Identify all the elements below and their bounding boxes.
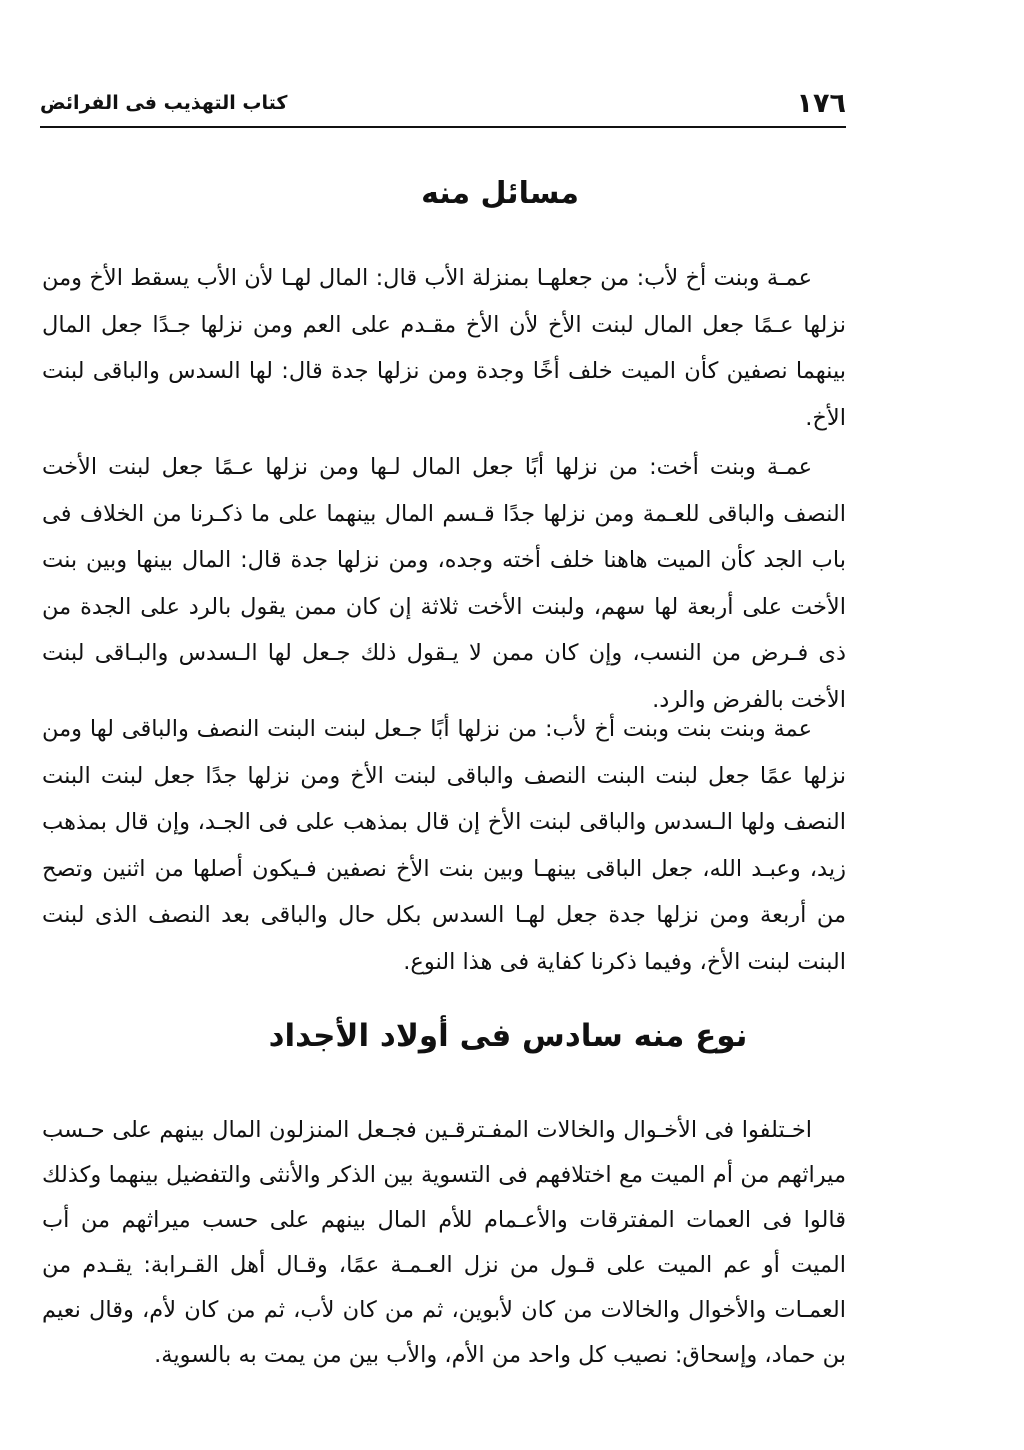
paragraph-2: عمـة وبنت أخت: من نزلها أبًا جعل المال لـها ومن نزلها عـمًا جعل لبنت الأخت النصف والباقى للعـمة ومن نزلها جدًا قـسم المال بينهما على ما ذكـرنا من الخلاف فى باب الجد كأن الميت هاهنا خلف أخته وجده، ومن نزلها جدة قال: المال بينها وبين بنت الأخت على أربعة لها سهم، ولبنت الأخت ثلاثة إن كان ممن يقول بالرد على الجدة من ذى فـرض من النسب، وإن كان ممن لا يـقول ذلك جـعل لها الـسدس والبـاقى لبنت الأخت بالفرض والرد. <box>42 454 846 713</box>
page-number: ١٧٦ <box>796 88 846 119</box>
paragraph-1: عمـة وبنت أخ لأب: من جعلهـا بمنزلة الأب قال: المال لهـا لأن الأب يسقط الأخ ومن نزلها عـمًا جعل المال لبنت الأخ لأن الأخ مقـدم على العم ومن نزلها جـدًا جعل المال بينهما نصفين كأن الميت خلف أخًا وجدة ومن نزلها جدة قال: لها السدس والباقى لبنت الأخ. <box>42 265 846 431</box>
section-heading-masail: مسائل منه <box>421 176 579 211</box>
running-header <box>40 86 846 128</box>
running-title: كتاب التهذيب فى الفرائض <box>40 92 288 114</box>
section-heading-awlad-al-ajdad: نوع منه سادس فى أولاد الأجداد <box>268 1018 748 1054</box>
paragraph-4: اخـتلفوا فى الأخـوال والخالات المفـترقـين فجـعل المنزلون المال بينهم على حـسب ميراثهم من أم الميت مع اختلافهم فى التسوية بين الذكر والأنثى والتفضيل بينهما وكذلك قالوا فى العمات المفترقات والأعـمام للأم المال بينهم على حسب ميراثهم من أب الميت أو عم الميت على قـول من نزل العـمـة عمًا، وقـال أهل القـرابة: يقـدم من العمـات والأخوال والخالات من كان لأبوين، ثم من كان لأب، ثم من كان لأم، وقال نعيم بن حماد، وإسحاق: نصيب كل واحد من الأم، والأب بين من يمت به بالسوية. <box>42 1117 846 1368</box>
paragraph-3: عمة وبنت بنت وبنت أخ لأب: من نزلها أبًا جـعل لبنت البنت النصف والباقى لها ومن نزلها عمًا جعل لبنت البنت النصف والباقى لبنت الأخ ومن نزلها جدًا جعل لبنت البنت النصف ولها الـسدس والباقى لبنت الأخ إن قال بمذهب على فى الجـد، وإن قال بمذهب زيد، وعبـد الله، جعل الباقى بينهـا وبين بنت الأخ نصفين فـيكون أصلها من اثنين وتصح من أربعة ومن نزلها جدة جعل لهـا السدس بكل حال والباقى بعد النصف الذى لبنت البنت لبنت الأخ، وفيما ذكرنا كفاية فى هذا النوع. <box>42 716 846 975</box>
